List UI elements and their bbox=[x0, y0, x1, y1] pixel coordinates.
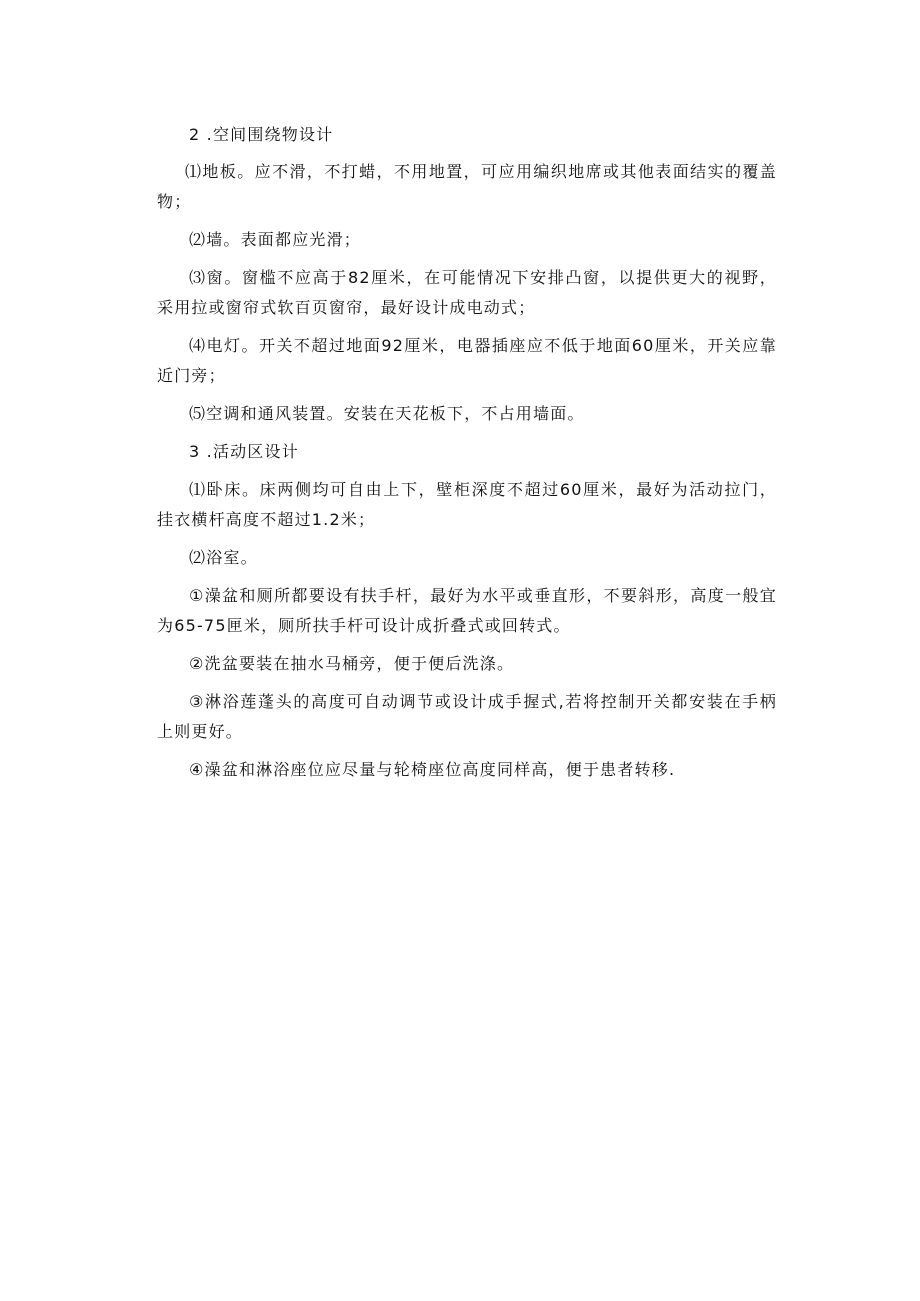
item-aircon: ⑸空调和通风装置。安装在天花板下，不占用墙面。 bbox=[189, 404, 585, 423]
section-heading-activity: 3 .活动区设计 bbox=[189, 442, 299, 461]
bathroom-point-3: ③淋浴莲蓬头的高度可自动调节或设计成手握式,若将控制开关都安装在手柄上则更好。 bbox=[157, 692, 777, 741]
document-body bbox=[157, 120, 777, 785]
item-floor: ⑴地板。应不滑，不打蜡，不用地置，可应用编织地席或其他表面结实的覆盖物； bbox=[157, 162, 777, 211]
item-window: ⑶窗。窗槛不应高于82厘米，在可能情况下安排凸窗，以提供更大的视野，采用拉或窗帘式软百页窗帘，最好设计成电动式； bbox=[157, 268, 777, 317]
section-heading-space: 2 .空间围绕物设计 bbox=[189, 125, 334, 144]
item-wall: ⑵墙。表面都应光滑； bbox=[189, 230, 362, 249]
item-bed: ⑴卧床。床两侧均可自由上下，壁柜深度不超过60厘米，最好为活动拉门，挂衣横杆高度不超过1.2米； bbox=[157, 480, 777, 529]
bathroom-point-1: ①澡盆和厕所都要设有扶手杆，最好为水平或垂直形，不要斜形，高度一般宜为65-75匣米，厕所扶手杆可设计成折叠式或回转式。 bbox=[157, 586, 777, 635]
bathroom-point-4: ④澡盆和淋浴座位应尽量与轮椅座位高度同样高，便于患者转移. bbox=[189, 760, 676, 779]
item-light: ⑷电灯。开关不超过地面92厘米，电器插座应不低于地面60厘米，开关应靠近门旁； bbox=[157, 336, 777, 385]
item-bathroom: ⑵浴室。 bbox=[189, 548, 258, 567]
bathroom-point-2: ②洗盆要装在抽水马桶旁，便于便后洗涤。 bbox=[189, 654, 515, 673]
